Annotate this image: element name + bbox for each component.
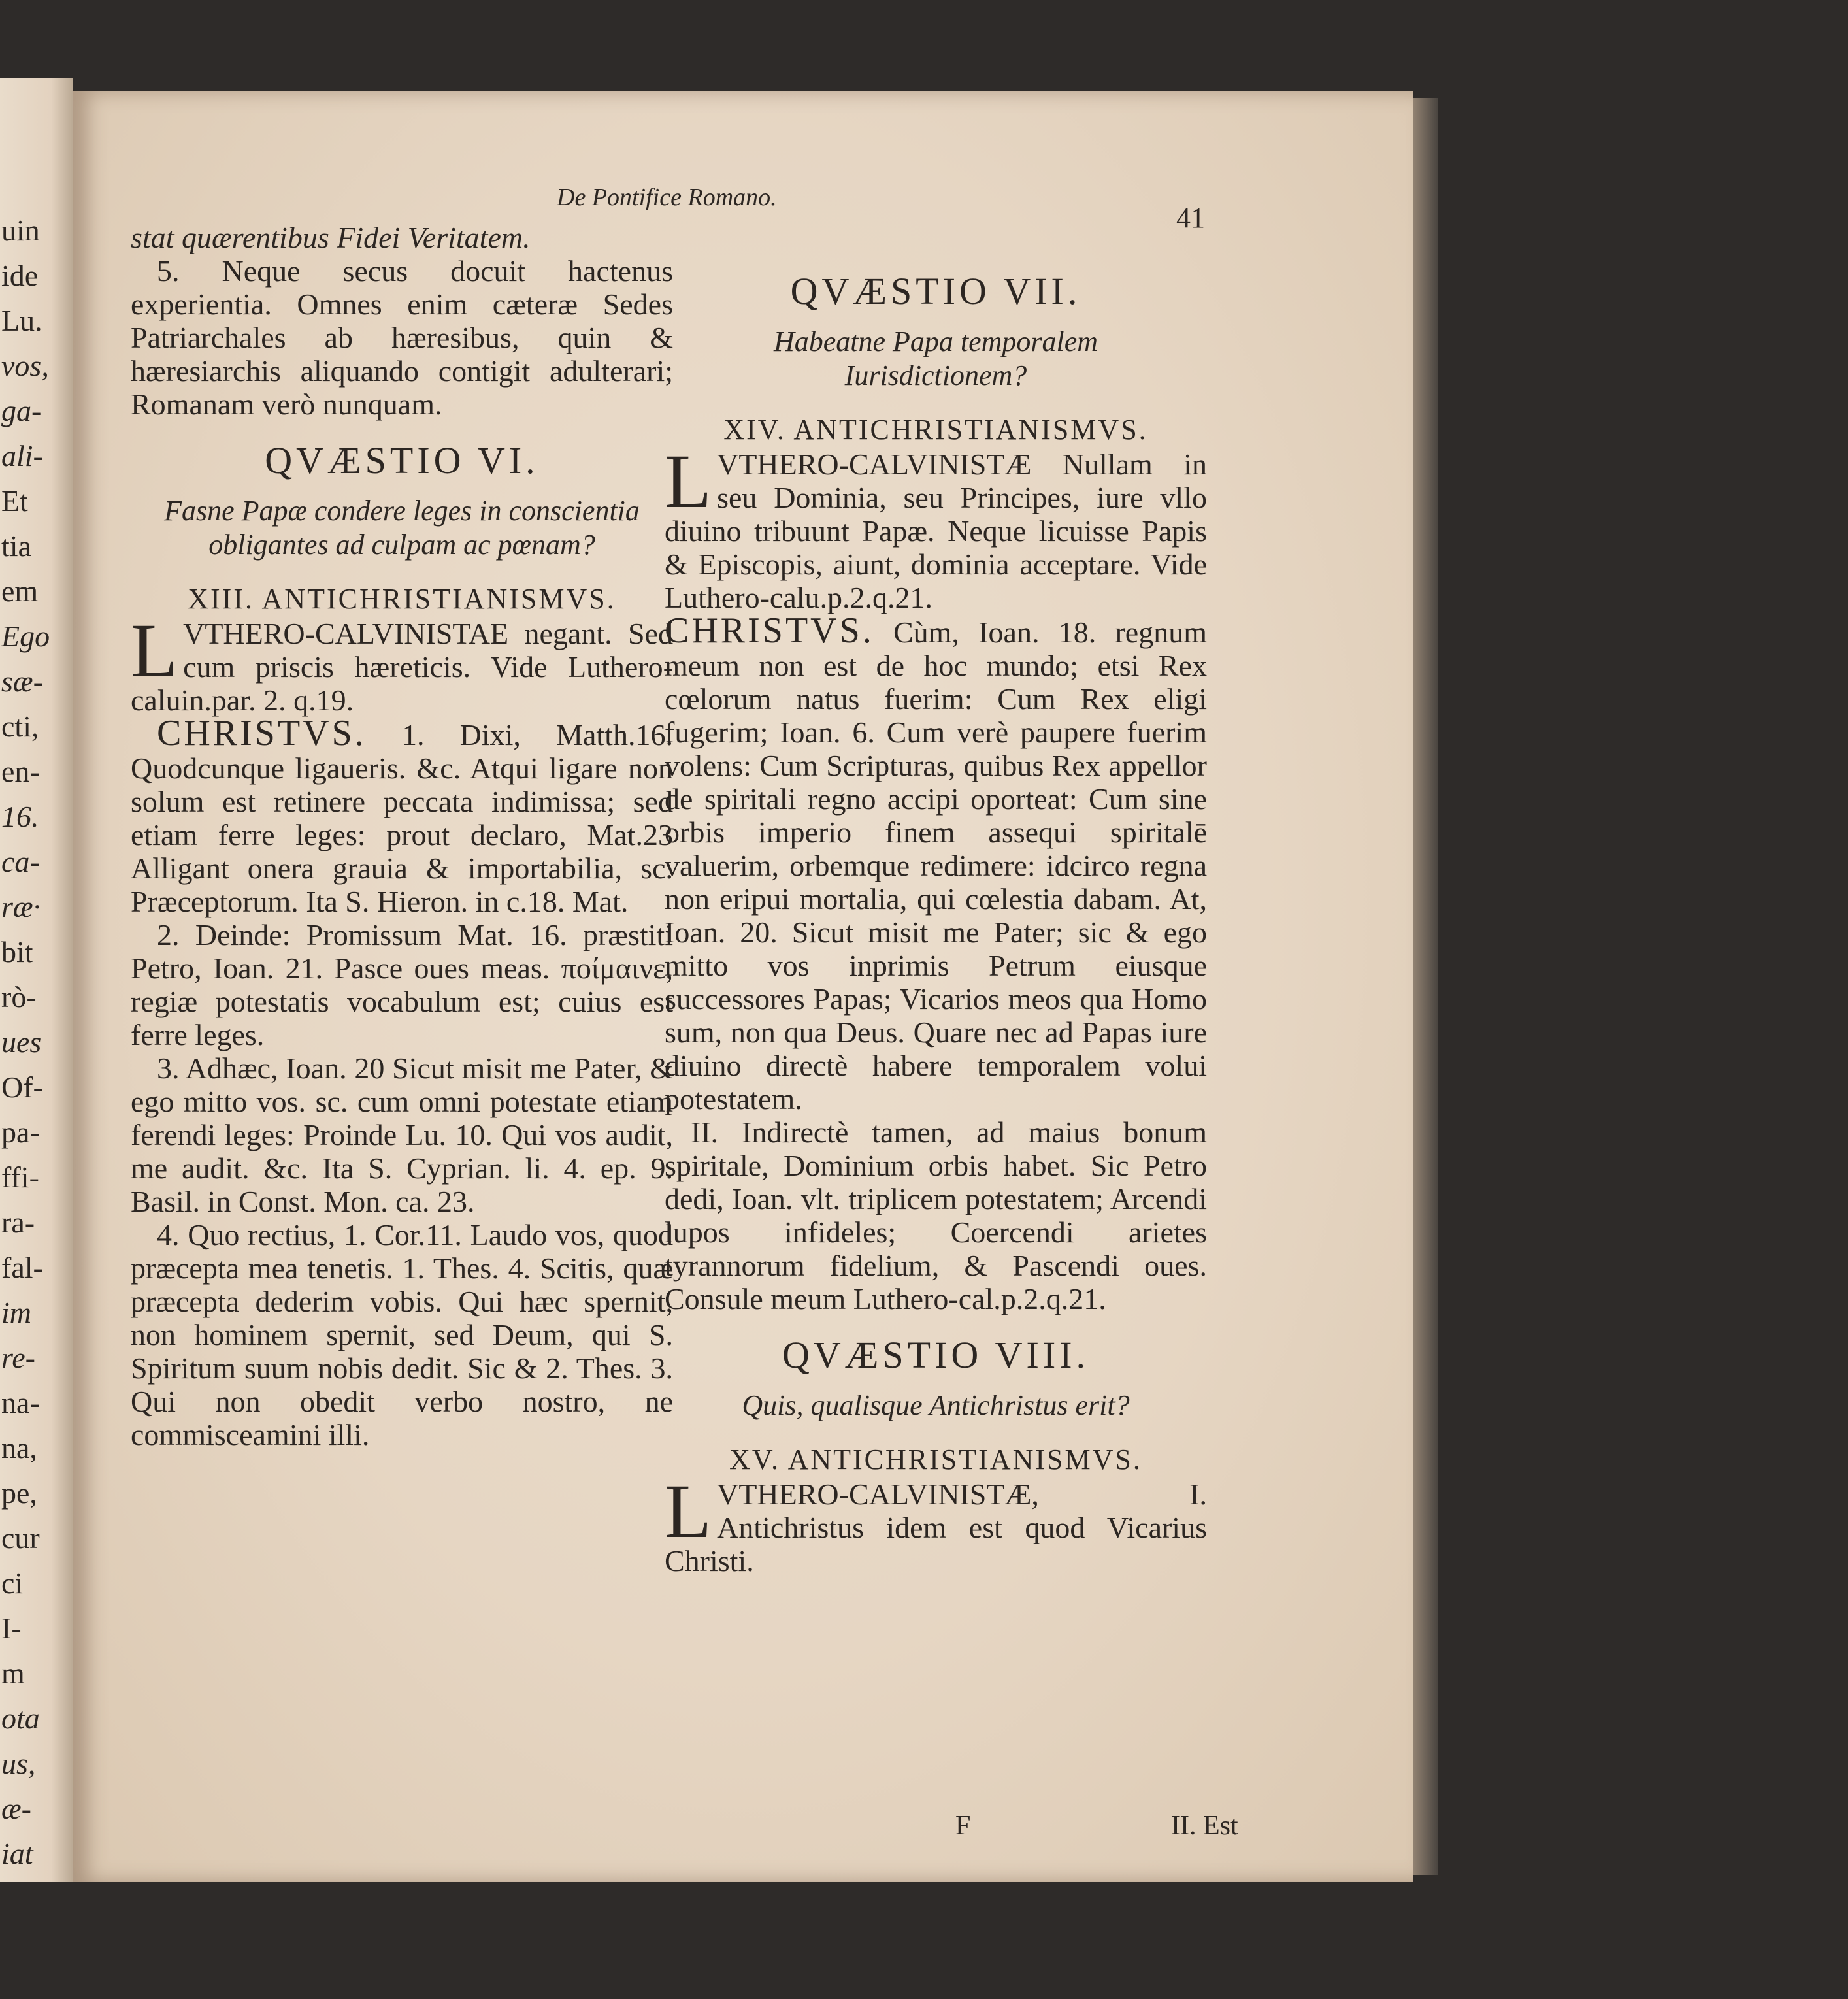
paragraph-II: II. Indirectè tamen, ad maius bonum spiritale, Dominium orbis habet. Sic Petro dedi, Ioan. vlt. triplicem potestatem; Arcendi lupos infideles; Coercendi arietes tyrannorum fidelium, & Pascendi oues. Consule meum Luthero-cal.p.2.q.21. — [665, 1115, 1207, 1315]
prev-page-fragment: rò- — [1, 980, 37, 1014]
christus-label: CHRISTVS. — [665, 610, 874, 651]
prev-page-fragment: æ- — [1, 1792, 31, 1825]
prev-page-fragment: Lu. — [1, 304, 42, 337]
christus-14-paragraph — [665, 610, 1207, 1115]
prev-page-fragment: ra- — [1, 1206, 35, 1239]
prev-page-fragment: tia — [1, 529, 31, 563]
prev-page-fragment: ci — [1, 1566, 24, 1600]
prev-page-fragment: fal- — [1, 1251, 43, 1284]
lutherans-15-paragraph — [665, 1468, 1207, 1578]
prev-page-fragment: ide — [1, 259, 39, 292]
prev-page-fragment: ca- — [1, 845, 40, 878]
right-column — [665, 252, 1207, 1578]
question-8-title: QVÆSTIO VIII. — [782, 1334, 1089, 1376]
lutherans-15-text: VTHERO-CALVINISTÆ, I. Antichristus idem est quod Vicarius Christi. — [665, 1478, 1207, 1578]
question-7-text: Habeatne Papa temporalem Iurisdictionem? — [773, 325, 1098, 391]
prev-page-fragment: ali- — [1, 439, 43, 472]
prev-page-fragment: Et — [1, 484, 28, 518]
left-column — [131, 221, 673, 1451]
paragraph-2: 2. Deinde: Promissum Mat. 16. præstiti Petro, Ioan. 21. Pasce oues meas. ποίμαινε, regiæ potestatis vocabulum est; cuius est ferre leges. — [131, 918, 673, 1051]
prev-page-fragment: us, — [1, 1747, 36, 1780]
prev-page-fragment: I- — [1, 1611, 22, 1645]
christus-13-paragraph — [131, 713, 673, 918]
drop-cap: L — [665, 1468, 712, 1554]
antichristianismus-13-heading: XIII. ANTICHRISTIANISMVS. — [188, 583, 616, 615]
lutherans-14-text: VTHERO-CALVINISTÆ Nullam in seu Dominia, seu Principes, iure vllo diuino tribuunt Papæ. Neque licuisse Papis & Episcopis, aiunt, dominia acceptare. Vide Luthero-calu.p.2.q.21. — [665, 448, 1207, 614]
prev-page-fragment: cti, — [1, 710, 39, 743]
page-number: 41 — [1176, 202, 1205, 234]
prev-page-fragment: 16. — [1, 800, 39, 833]
prev-page-fragment: re- — [1, 1341, 35, 1374]
signature-mark: F — [955, 1811, 971, 1841]
prev-page-fragment: im — [1, 1296, 31, 1329]
prev-page-fragment: vos, — [1, 349, 49, 382]
antichristianismus-14-heading: XIV. ANTICHRISTIANISMVS. — [723, 414, 1148, 446]
christus-14-text: Cùm, Ioan. 18. regnum meum non est de hoc mundo; etsi Rex cœlorum natus fuerim: Cum Rex eligi fugerim; Ioan. 6. Cum verè paupere fuerim volens: Cum Scripturas, quibus Rex appellor de spiritali regno accipi oporteat: Cum sine orbis imperio finem assequi spiritalē valuerim, orbemque redimere: idcirco regna non eripui mortalia, qui cœlestia dabam. At, Ioan. 20. Sicut misit me Pater; sic & ego mitto vos inprimis Petrum eiusque successores Papas; Vicarios meos qua Homo sum, non qua Deus. Quare nec ad Papas iure diuino directè habere temporalem volui potestatem. — [665, 616, 1207, 1115]
prev-page-fragment: bit — [1, 935, 33, 968]
drop-cap: L — [131, 608, 178, 693]
lutherans-13-text: VTHERO-CALVINISTAE negant. Sed cum priscis hæreticis. Vide Luthero-caluin.par. 2. q.19. — [131, 617, 673, 717]
prev-page-fragment: m — [1, 1657, 25, 1690]
prev-page-fragment: na, — [1, 1431, 37, 1464]
christus-13-text: 1. Dixi, Matth.16. Quodcunque ligaueris. &c. Atqui ligare non solum est retinere peccata indimissa; sed etiam ferre leges: prout declaro, Mat.23 Alligant onera grauia & importabilia, sc. Præceptorum. Ita S. Hieron. in c.18. Mat. — [131, 718, 673, 918]
paragraph-4: 4. Quo rectius, 1. Cor.11. Laudo vos, quod præcepta mea tenetis. 1. Thes. 4. Scitis, quæ præcepta dederim vobis. Qui hæc spernit, non hominem spernit, sed Deum, qui S. Spiritum suum nobis dedit. Sic & 2. Thes. 3. Qui non obedit verbo nostro, ne commisceamini illi. — [131, 1218, 673, 1451]
previous-page-edge — [0, 78, 73, 1882]
question-7-title: QVÆSTIO VII. — [790, 270, 1081, 312]
prev-page-fragment: na- — [1, 1386, 40, 1419]
question-6-text: Fasne Papæ condere leges in conscientia obligantes ad culpam ac pœnam? — [164, 495, 640, 561]
question-8-text: Quis, qualisque Antichristus erit? — [742, 1389, 1130, 1421]
lutherans-14-paragraph — [665, 438, 1207, 614]
book-page — [73, 91, 1413, 1882]
running-head: De Pontifice Romano. — [557, 184, 777, 211]
prev-page-fragment: uin — [1, 214, 40, 247]
prev-page-fragment: ffi- — [1, 1161, 39, 1194]
prev-page-fragment: em — [1, 574, 39, 608]
prev-page-fragment: pa- — [1, 1115, 40, 1149]
lutherans-13-paragraph — [131, 608, 673, 717]
antichristianismus-15-heading: XV. ANTICHRISTIANISMVS. — [729, 1444, 1142, 1476]
paragraph-5: 5. Neque secus docuit hactenus experientia. Omnes enim cæteræ Sedes Patriarchales ab hæresibus, quin & hæresiarchis aliquando contigit adulterari; Romanam verò nunquam. — [131, 254, 673, 421]
prev-page-fragment: en- — [1, 755, 40, 788]
prev-page-fragment: ota — [1, 1702, 40, 1735]
prev-page-fragment: ues — [1, 1025, 42, 1059]
catchword: II. Est — [1171, 1811, 1238, 1841]
prev-page-fragment: Of- — [1, 1070, 43, 1104]
paragraph-3: 3. Adhæc, Ioan. 20 Sicut misit me Pater, & ego mitto vos. sc. cum omni potestate etiam ferendi leges: Proinde Lu. 10. Qui vos audit, me audit. &c. Ita S. Cyprian. li. 4. ep. 9. Basil. in Const. Mon. ca. 23. — [131, 1051, 673, 1218]
prev-page-fragment: ga- — [1, 394, 42, 427]
christus-label: CHRISTVS. — [157, 713, 367, 753]
question-6-title: QVÆSTIO VI. — [265, 439, 539, 482]
continuation-line: stat quærentibus Fidei Veritatem. — [131, 221, 531, 254]
prev-page-fragment: Ego — [1, 620, 50, 653]
drop-cap: L — [665, 438, 712, 524]
prev-page-fragment: iat — [1, 1837, 33, 1870]
prev-page-fragment: cur — [1, 1521, 40, 1555]
prev-page-fragment: sæ- — [1, 665, 43, 698]
prev-page-fragment: pe, — [1, 1476, 37, 1510]
prev-page-fragment: ræ· — [1, 890, 41, 923]
